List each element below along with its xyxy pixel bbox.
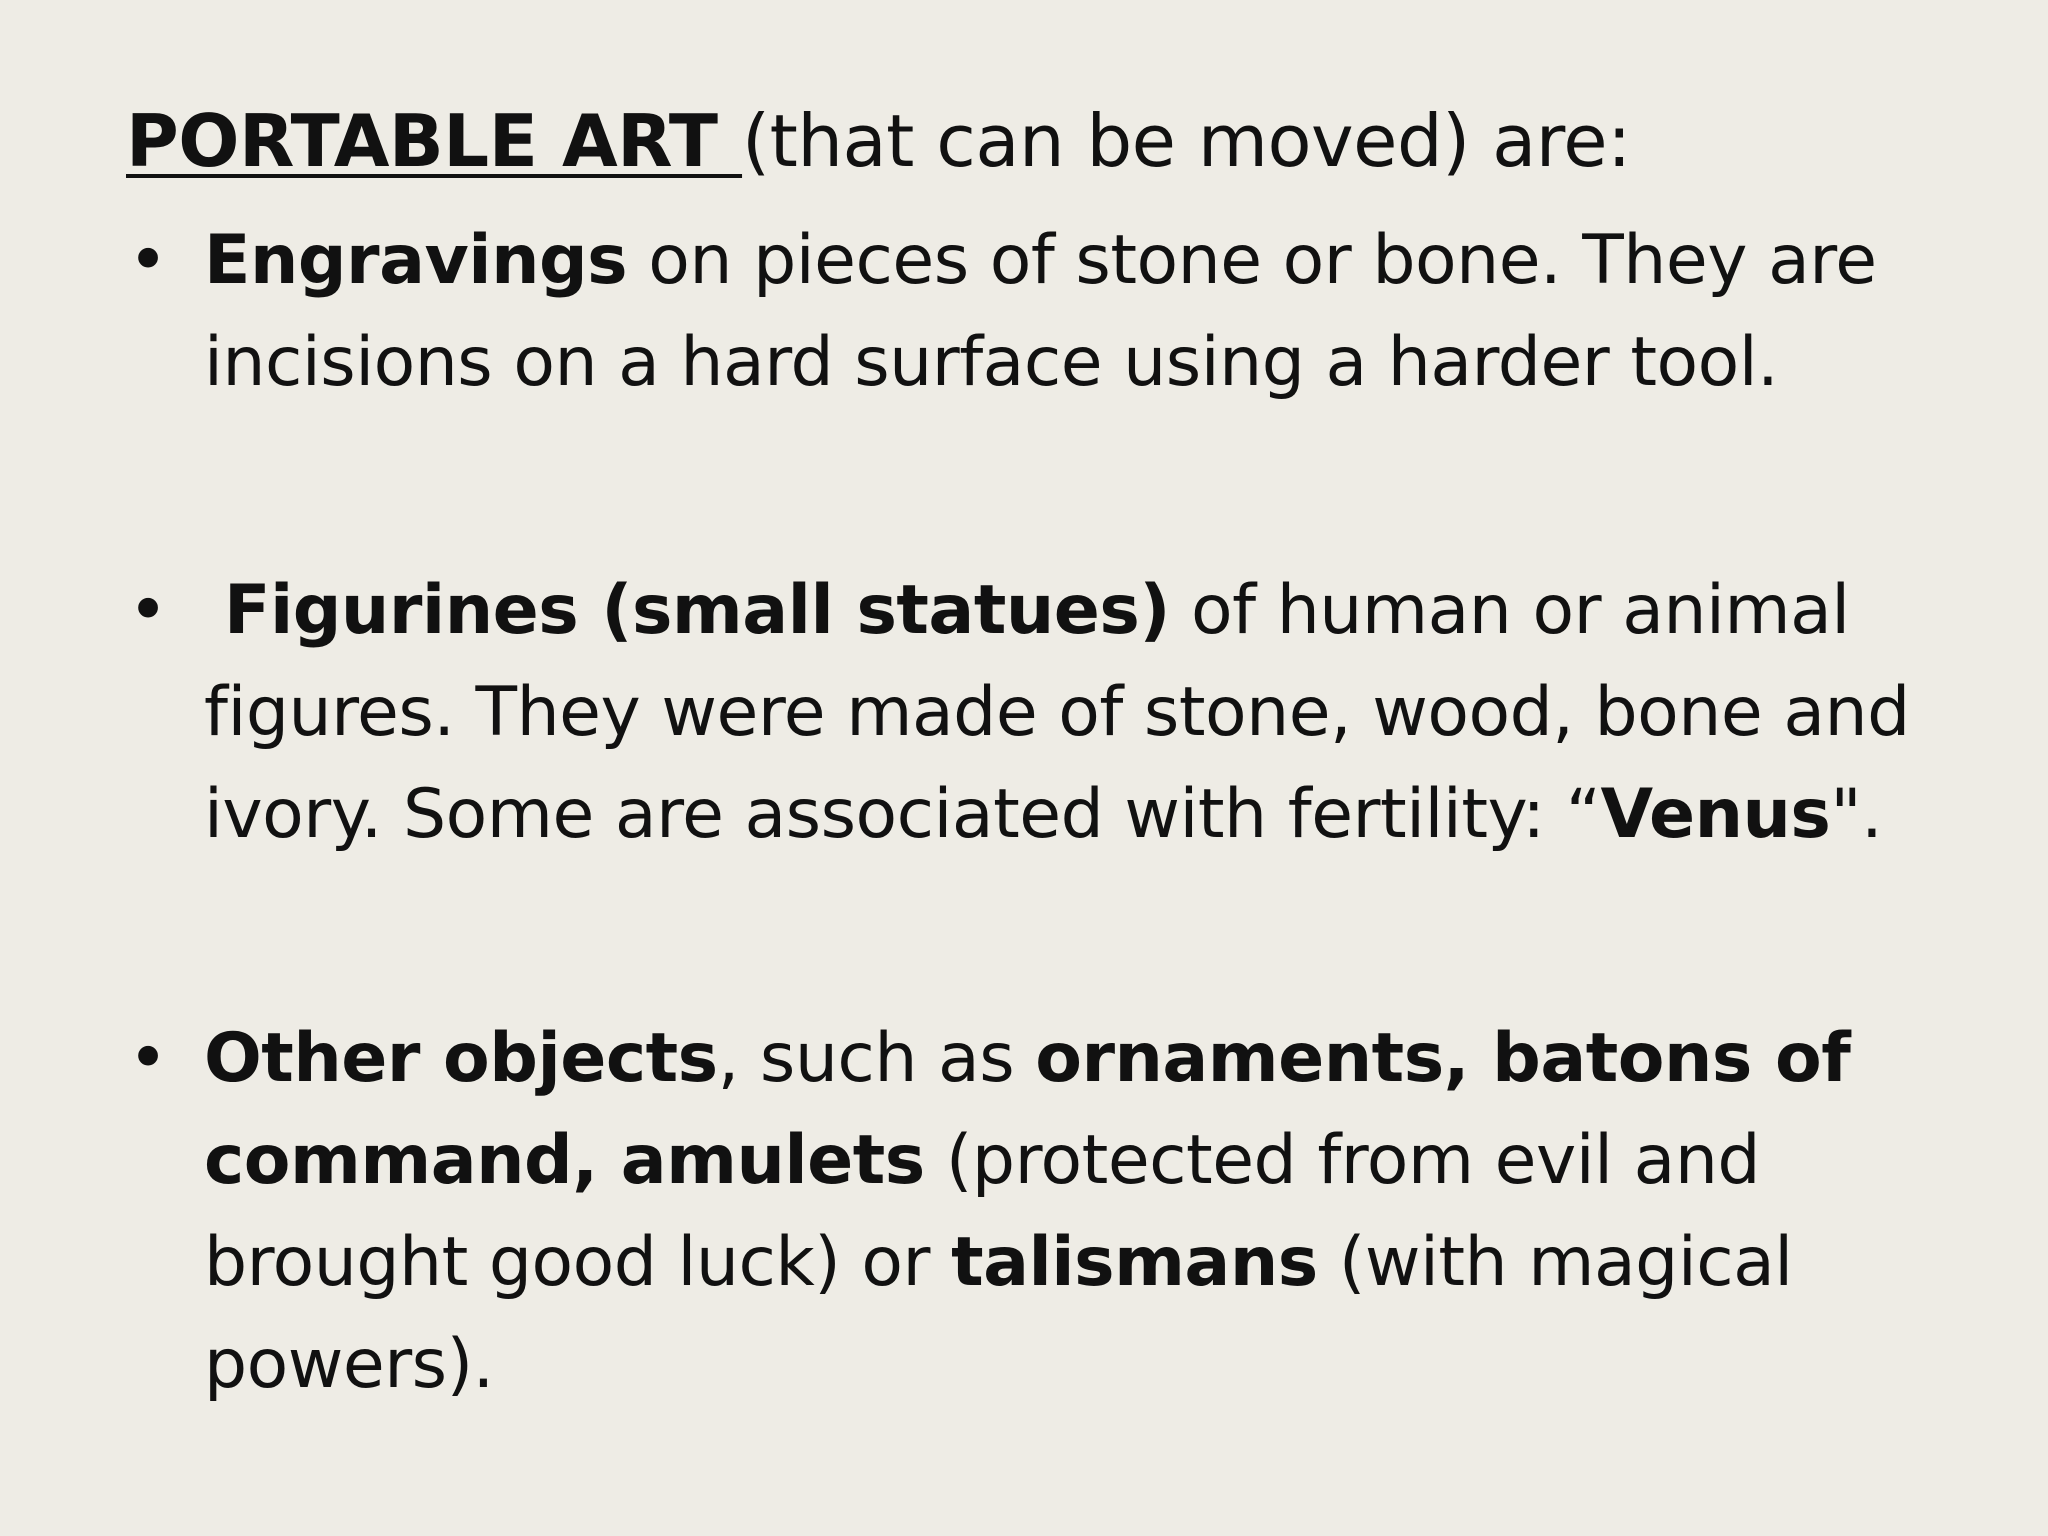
bullet-item-figurines	[128, 560, 2004, 866]
bullet-bold-text: Engravings	[204, 221, 628, 300]
bullet-text: , such as	[717, 1019, 1036, 1098]
bullet-bold-text: Other objects	[204, 1019, 718, 1098]
bullet-point-icon: •	[128, 571, 168, 650]
bullet-text: of human or animal figures. They were made of stone, wood, bone and ivory. Some are associated with fertility: “	[204, 571, 1910, 854]
bullet-bold-text: Figurines (small statues)	[224, 571, 1170, 650]
bullet-bold-text: Venus	[1600, 775, 1831, 854]
bullet-text: on pieces of stone or bone. They are incisions on a hard surface using a harder tool.	[204, 221, 1877, 402]
bullet-text: ".	[1830, 775, 1883, 854]
bullet-text: (with magical powers).	[204, 1223, 1793, 1404]
slide-title	[126, 96, 1631, 186]
title-rest: (that can be moved) are:	[742, 99, 1631, 183]
bullet-point-icon: •	[128, 1019, 168, 1098]
bullet-bold-text: talismans	[951, 1223, 1318, 1302]
bullet-bold-text: ornaments, batons of command, amulets	[204, 1019, 1851, 1200]
bullet-item-engravings	[128, 210, 2004, 414]
bullet-point-icon: •	[128, 221, 168, 300]
bullet-text: (protected from evil and brought good luck) or	[204, 1121, 1761, 1302]
bullet-item-other-objects	[128, 1008, 2004, 1416]
title-underlined: PORTABLE ART	[126, 99, 743, 183]
